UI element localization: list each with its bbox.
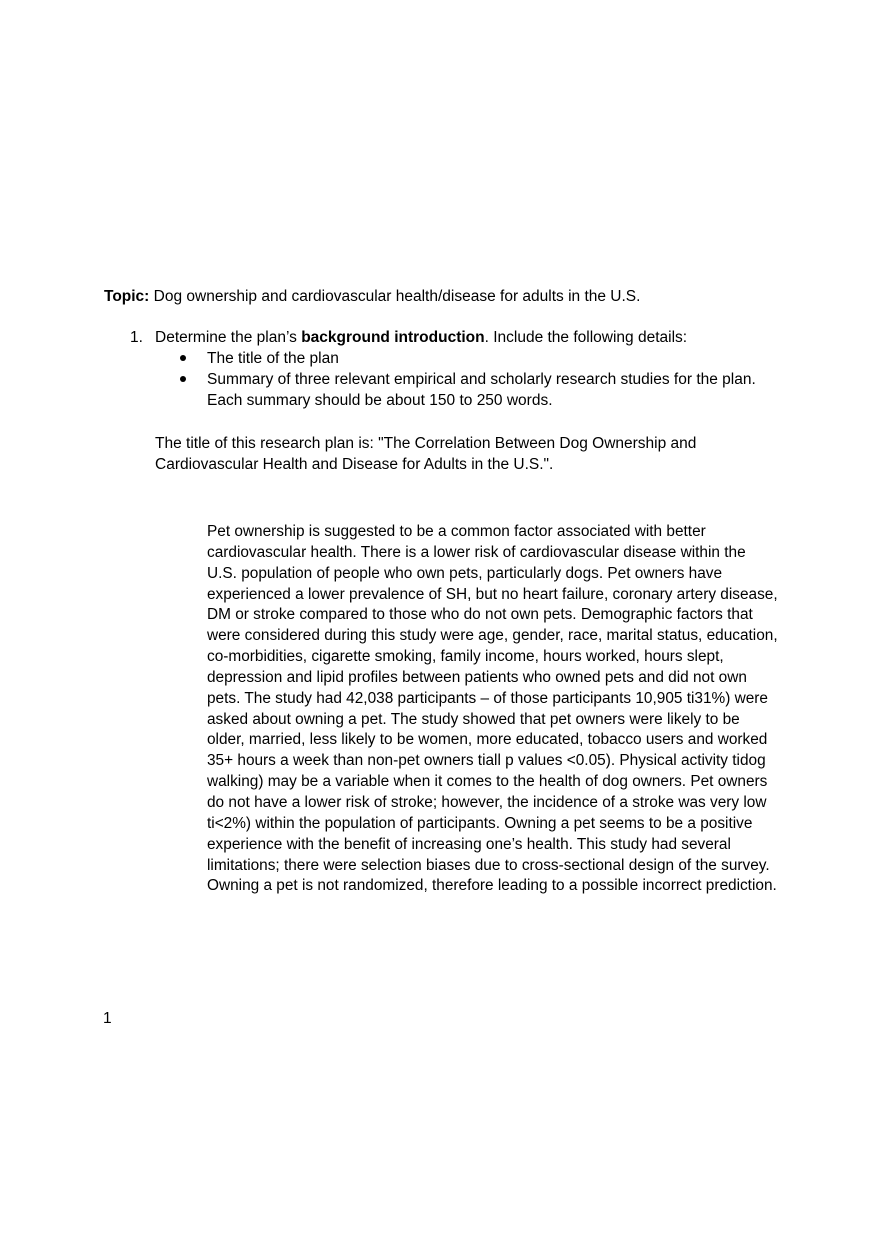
- bullet-text: Summary of three relevant empirical and scholarly research studies for the plan. Each summary should be about 150 to 250 words.: [207, 371, 756, 409]
- topic-text: Dog ownership and cardiovascular health/disease for adults in the U.S.: [149, 288, 641, 305]
- title-paragraph: The title of this research plan is: "The Correlation Between Dog Ownership and Cardiovascular Health and Disease for Adults in the U.S.".: [155, 435, 697, 473]
- topic-line: [104, 286, 640, 307]
- list-item-text-before: Determine the plan’s: [155, 329, 302, 346]
- bullet-item: [180, 348, 790, 369]
- page-number: 1: [103, 1010, 112, 1027]
- bullet-icon: [180, 355, 186, 361]
- bullet-text: The title of the plan: [207, 350, 339, 367]
- topic-label: Topic:: [104, 288, 150, 305]
- list-item-text: [155, 327, 687, 348]
- list-item-text-after: . Include the following details:: [484, 329, 688, 346]
- bullet-icon: [180, 376, 186, 382]
- bullet-list: [180, 348, 790, 411]
- list-item-number: 1.: [130, 329, 143, 346]
- bullet-item: [180, 369, 790, 411]
- list-item-text-bold: background introduction: [301, 329, 485, 346]
- summary-paragraph: Pet ownership is suggested to be a common factor associated with better cardiovascular health. There is a lower risk of cardiovascular disease within the U.S. population of people who own pets, particularly dogs. Pet owners have experienced a lower prevalence of SH, but no heart failure, coronary artery disease, DM or stroke compared to those who do not own pets. Demographic factors that were considered during this study were age, gender, race, marital status, education, co-morbidities, cigarette smoking, family income, hours worked, hours slept, depression and lipid profiles between patients who owned pets and did not own pets. The study had 42,038 participants – of those participants 10,905 ti31%) were asked about owning a pet. The study showed that pet owners were likely to be older, married, less likely to be women, more educated, tobacco users and worked 35+ hours a week than non-pet owners tiall p values <0.05). Physical activity tidog walking) may be a variable when it comes to the health of dog owners. Pet owners do not have a lower risk of stroke; however, the incidence of a stroke was very low ti<2%) within the population of participants. Owning a pet seems to be a positive experience with the benefit of increasing one’s health. This study had several limitations; there were selection biases due to cross-sectional design of the survey. Owning a pet is not randomized, therefore leading to a possible incorrect prediction.: [207, 523, 778, 895]
